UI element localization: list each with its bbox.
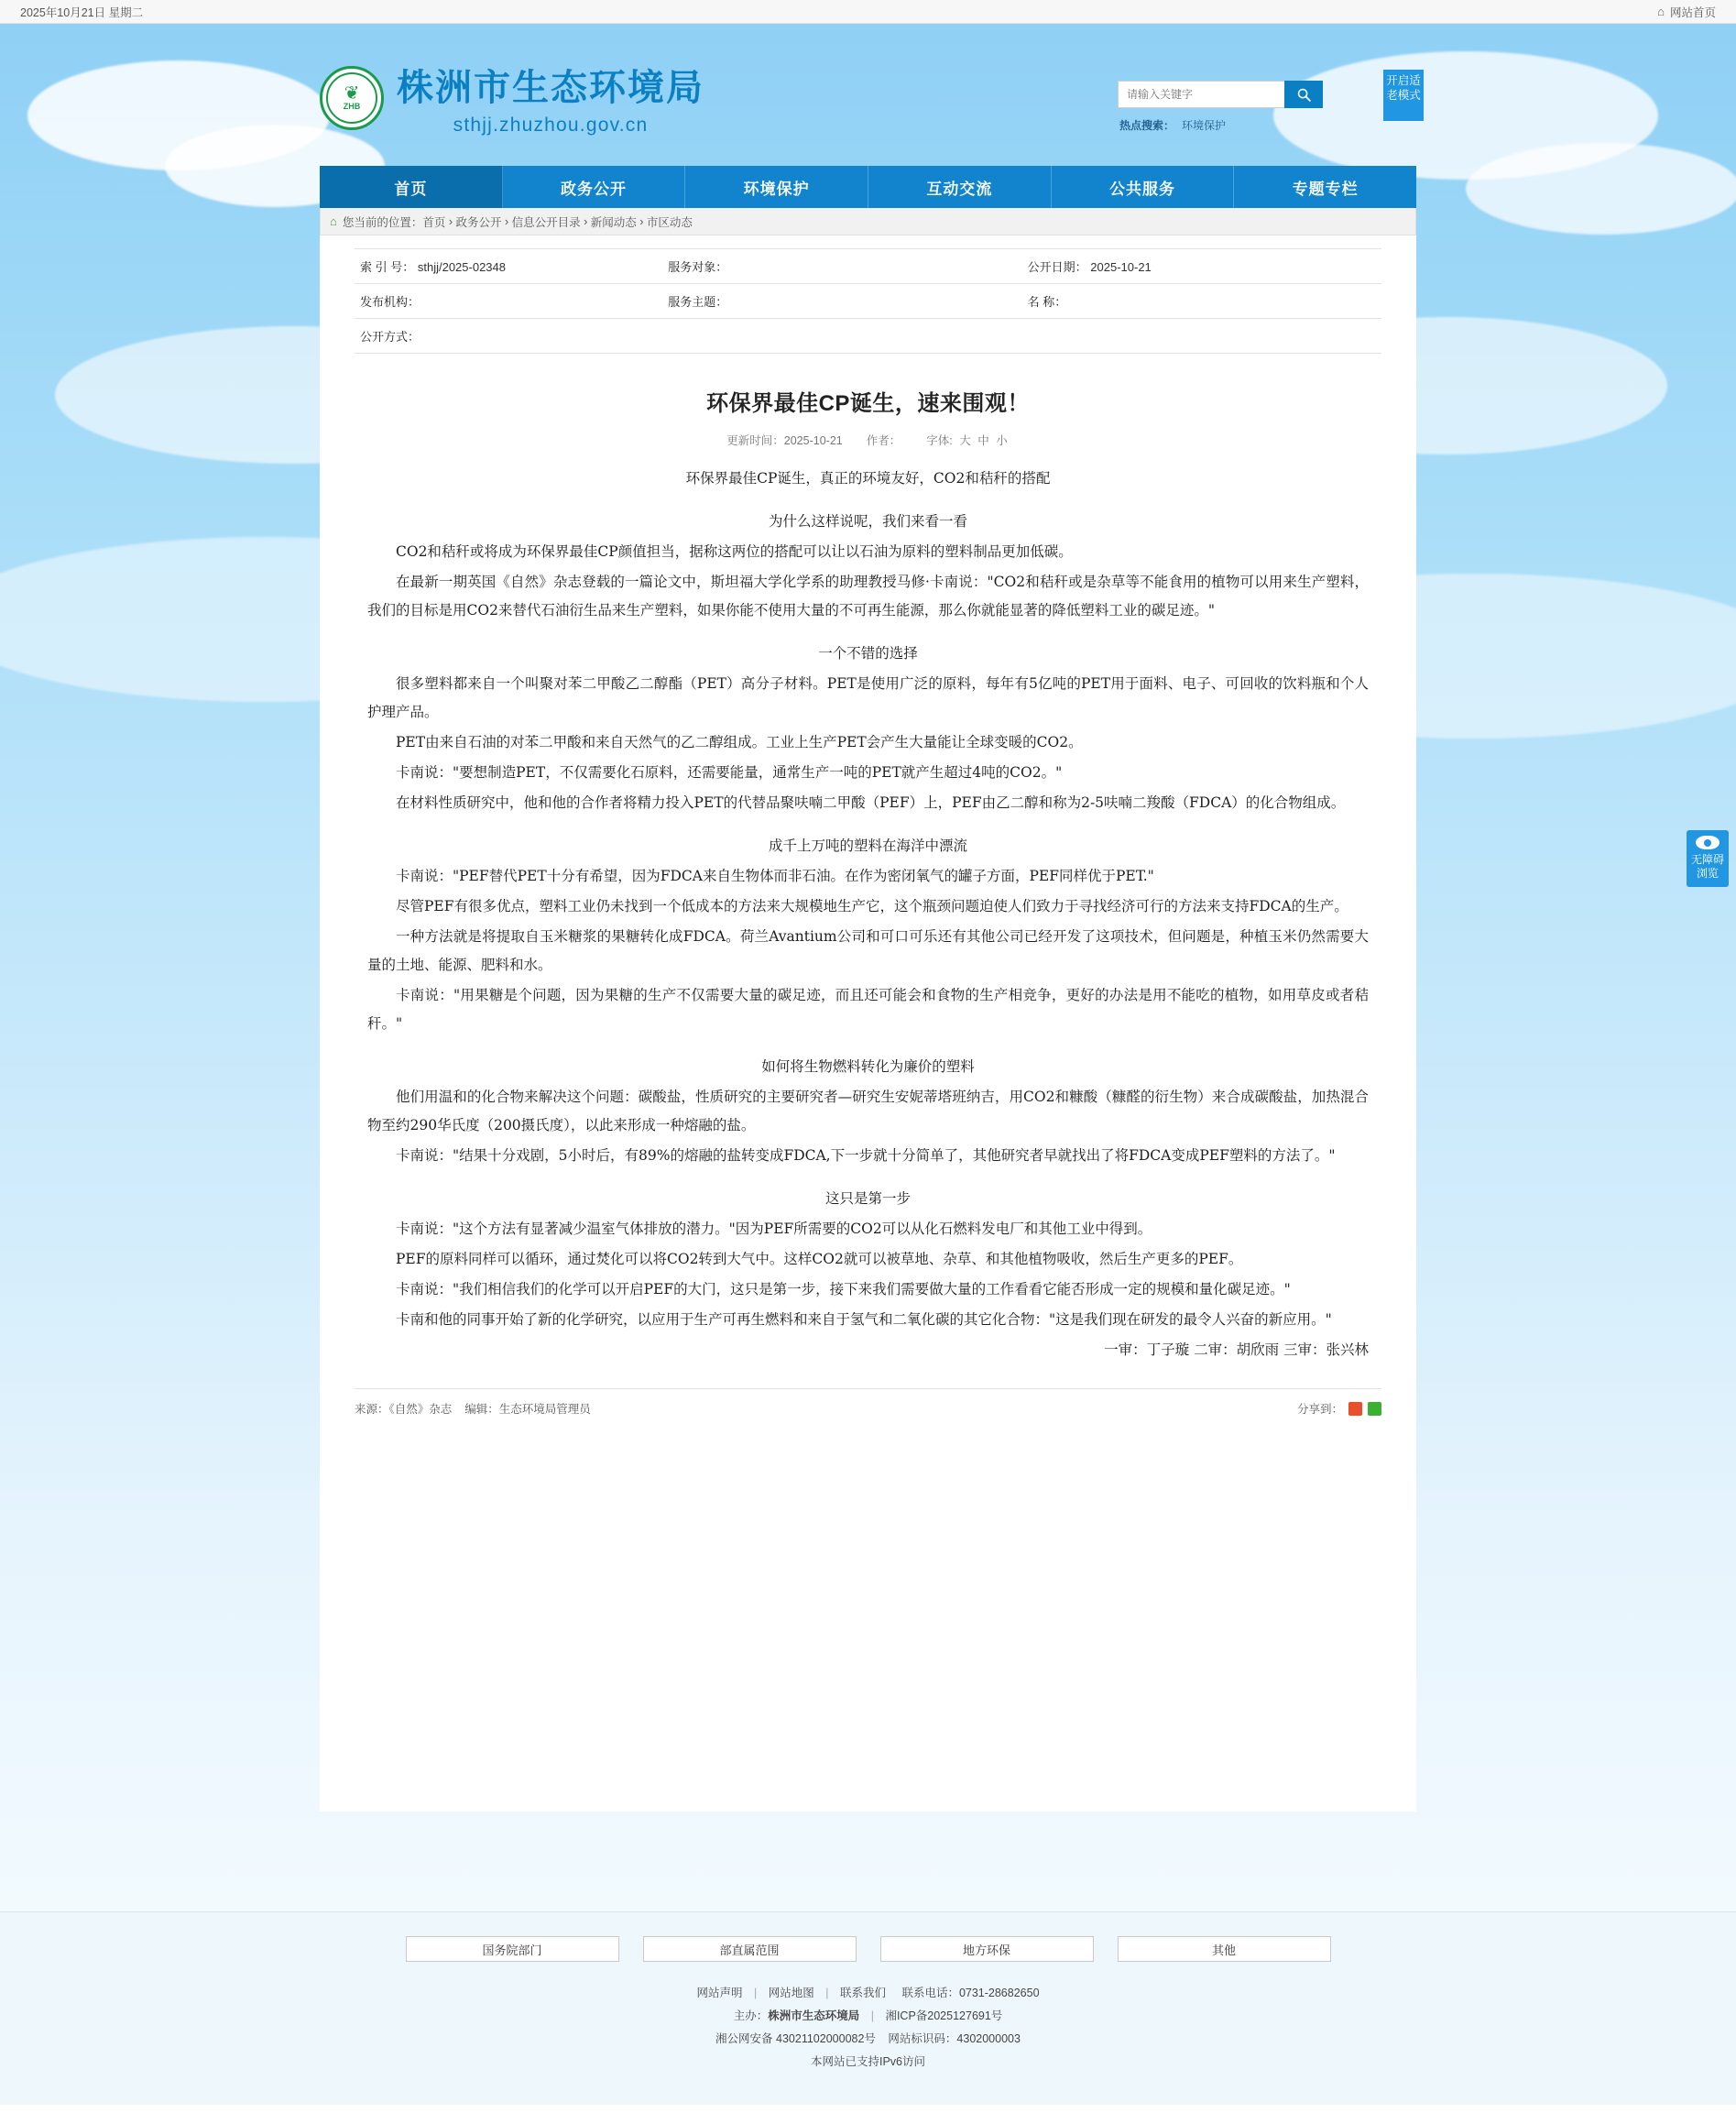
content-card [320,235,1416,1812]
breadcrumb-separator: › [445,214,456,228]
metadata-label-disclosure: 公开方式： [360,330,420,344]
metadata-cell-name [1022,284,1381,319]
article-paragraph: 卡南和他的同事开始了新的化学研究，以应用于生产可再生燃料和来自于氢气和二氧化碳的其它化合物："这是我们现在研发的最令人兴奋的新应用。" [396,1311,1332,1328]
site-header [307,24,1429,166]
update-time-value: 2025-10-21 [783,434,843,447]
metadata-section [320,235,1416,354]
breadcrumb-separator: › [501,214,512,228]
editor-value: 生态环境局管理员 [498,1403,591,1416]
table-row [355,249,1381,284]
share-label: 分享到： [1296,1403,1343,1416]
search-area [1118,81,1337,133]
home-link[interactable] [1657,4,1716,20]
footer-host-value: 株洲市生态环境局 [768,2009,860,2022]
page-title: 环保界最佳CP诞生，速来围观！ [706,391,1030,416]
aged-mode-button[interactable]: 开启适老模式 [1383,70,1424,121]
footer-host-label: 主办： [733,2009,769,2022]
nav-item-special-column[interactable]: 专题专栏 [1292,180,1359,198]
breadcrumb-item-4[interactable]: 市区动态 [646,215,693,229]
footer-police-record[interactable]: 湘公网安备 43021102000082号 [715,2032,876,2045]
footer-separator: | [825,1987,829,1999]
breadcrumb [320,208,1416,235]
friendly-links-row [406,1936,1331,1962]
nav-item-public-service[interactable]: 公共服务 [1052,166,1235,208]
home-link-label: 网站首页 [1669,5,1716,19]
update-time [726,432,842,448]
metadata-cell-disclosure [355,319,1381,354]
top-utility-bar [0,0,1736,24]
nav-item-government-affairs[interactable]: 政务公开 [503,166,686,208]
article-paragraph: 在最新一期英国《自然》杂志登载的一篇论文中，斯坦福大学化学系的助理教授马修·卡南说："CO2和秸秆或是杂草等不能食用的植物可以用来生产塑料，我们的目标是用CO2来替代石油衍生品来生产塑料，如果你能不使用大量的不可再生能源，那么你就能显著的降低塑料工业的碳足迹。" [367,574,1369,619]
eye-icon [1696,836,1720,849]
article-paragraph: 尽管PEF有很多优点，塑料工业仍未找到一个低成本的方法来大规模地生产它，这个瓶颈问题迫使人们致力于寻找经济可行的方法来支持FDCA的生产。 [396,898,1348,914]
author [867,432,901,448]
metadata-label-index: 索 引 号： [360,260,415,274]
table-row [355,284,1381,319]
metadata-label-publish-date: 公开日期： [1027,260,1087,274]
footer-phone: 联系电话：0731-28682650 [901,1987,1040,1999]
link-select-state-council[interactable]: 国务院部门 [406,1936,619,1962]
article-paragraph: 很多塑料都来自一个叫聚对苯二甲酸乙二醇酯（PET）高分子材料。PET是使用广泛的原料，每年有5亿吨的PET用于面料、电子、可回收的饮料瓶和个人护理产品。 [367,675,1369,720]
author-label: 作者： [866,434,901,447]
search-input[interactable] [1118,81,1284,108]
source-value: 《自然》杂志 [388,1403,453,1416]
wechat-share-icon[interactable] [1368,1402,1381,1416]
article-paragraph: 卡南说："用果糖是个问题，因为果糖的生产不仅需要大量的碳足迹，而且还可能会和食物的生产相竞争，更好的办法是用不能吃的植物，如用草皮或者秸秆。" [367,987,1369,1032]
article-body [320,465,1416,1364]
article-paragraph: 在材料性质研究中，他和他的合作者将精力投入PET的代替品聚呋喃二甲酸（PEF）上，PEF由乙二醇和称为2-5呋喃二羧酸（FDCA）的化合物组成。 [396,794,1346,811]
article-paragraph: CO2和秸秆或将成为环保界最佳CP颜值担当，据称这两位的搭配可以让以石油为原料的塑料制品更加低碳。 [396,543,1073,560]
metadata-cell-service-topic [662,284,1021,319]
breadcrumb-item-2[interactable]: 信息公开目录 [511,215,581,229]
article-paragraph: 卡南说："要想制造PET，不仅需要化石原料，还需要能量，通常生产一吨的PET就产生超过4吨的CO2。" [396,764,1063,781]
article-paragraph: 他们用温和的化合物来解决这个问题：碳酸盐，性质研究的主要研究者—研究生安妮蒂塔班纳吉，用CO2和糠酸（糠醛的衍生物）来合成碳酸盐，加热混合物至约290华氏度（200摄氏度），以此来形成一种熔融的盐。 [367,1089,1369,1133]
article-footer [355,1388,1381,1417]
metadata-value-publish-date: 2025-10-21 [1090,260,1152,274]
font-size-control [924,432,1009,448]
footer-link-statement[interactable]: 网站声明 [696,1987,743,1999]
accessibility-widget-label: 无障碍浏览 [1690,853,1724,880]
breadcrumb-prefix: 您当前的位置： [342,215,423,229]
article-subheading: 成千上万吨的塑料在海洋中漂流 [768,838,967,854]
hot-search-label: 热点搜索： [1119,119,1175,132]
breadcrumb-separator: › [580,214,591,228]
metadata-table [355,248,1381,354]
agency-emblem-icon: ❦ ZHB [320,66,384,130]
article-paragraph: 一种方法就是将提取自玉米糖浆的果糖转化成FDCA。荷兰Avantium公司和可口可乐还有其他公司已经开发了这项技术，但问题是，种植玉米仍然需要大量的土地、能源、肥料和水。 [367,928,1369,973]
font-size-small[interactable]: 小 [996,434,1008,447]
article-paragraph: 卡南说："我们相信我们的化学可以开启PEF的大门，这只是第一步，接下来我们需要做大量的工作看看它能否形成一定的规模和量化碳足迹。" [396,1281,1291,1297]
font-size-medium[interactable]: 中 [977,434,989,447]
search-icon [1296,87,1312,103]
nav-item-interaction[interactable]: 互动交流 [868,166,1052,208]
table-row [355,319,1381,354]
article-reviewers: 一审：丁子璇 二审：胡欣雨 三审：张兴林 [1104,1341,1369,1358]
site-footer [0,1911,1736,2105]
source-label: 来源： [355,1403,389,1416]
accessibility-widget[interactable] [1687,830,1729,887]
footer-sitecode-value: 4302000003 [956,2032,1021,2045]
update-time-label: 更新时间： [726,434,784,447]
footer-row-links [0,1982,1736,2005]
article-paragraph: 卡南说："结果十分戏剧，5小时后，有89%的熔融的盐转变成FDCA,下一步就十分简单了，其他研究者早就找出了将FDCA变成PEF塑料的方法了。" [396,1147,1336,1164]
footer-row-host [0,2005,1736,2028]
editor-label: 编辑： [464,1403,499,1416]
metadata-cell-publish-date [1022,249,1381,284]
footer-icp[interactable]: 湘ICP备2025127691号 [885,2009,1003,2022]
metadata-label-name: 名 称： [1027,295,1067,309]
house-icon: ⌂ [330,214,337,228]
site-title: 株洲市生态环境局 [397,67,704,109]
metadata-label-org: 发布机构： [360,295,420,309]
home-icon: ⌂ [1657,5,1665,18]
article-subheading: 为什么这样说呢，我们来看一看 [768,513,967,530]
search-button[interactable] [1284,81,1323,108]
article-paragraph: 卡南说："PEF替代PET十分有希望，因为FDCA来自生物体而非石油。在作为密闭氧气的罐子方面，PEF同样优于PET." [396,868,1154,884]
article-subheading: 一个不错的选择 [818,645,918,662]
article-subheading: 这只是第一步 [824,1190,911,1207]
hot-search-keyword[interactable]: 环境保护 [1182,119,1227,132]
metadata-cell-service-object [662,249,1021,284]
metadata-cell-org [355,284,662,319]
breadcrumb-item-1[interactable]: 政务公开 [455,215,502,229]
nav-item-environment-protection[interactable]: 环境保护 [685,166,868,208]
metadata-value-index: sthjj/2025-02348 [417,260,506,274]
font-size-large[interactable]: 大 [959,434,971,447]
footer-sitecode-label: 网站标识码： [888,2032,957,2045]
site-domain: sthjj.zhuzhou.gov.cn [453,115,649,136]
footer-row-ipv6: 本网站已支持IPv6访问 [810,2055,925,2068]
weibo-share-icon[interactable] [1348,1402,1362,1416]
footer-row-police [0,2028,1736,2051]
breadcrumb-item-0[interactable]: 首页 [422,215,446,229]
article-paragraph: 卡南说："这个方法有显著减少温室气体排放的潜力。"因为PEF所需要的CO2可以从化石燃料发电厂和其他工业中得到。 [396,1221,1152,1237]
link-select-local-environment[interactable]: 地方环保 [880,1936,1094,1962]
article-subheading: 如何将生物燃料转化为廉价的塑料 [761,1058,975,1075]
site-logo[interactable] [320,59,704,137]
footer-info [0,1982,1736,2074]
font-size-label: 字体: [926,434,953,447]
hot-search [1118,117,1337,133]
page-background [0,24,1736,1911]
footer-separator: | [870,2009,874,2022]
article-paragraph: PET由来自石油的对苯二甲酸和来自天然气的乙二醇组成。工业上生产PET会产生大量能让全球变暖的CO2。 [396,734,1083,750]
metadata-label-service-topic: 服务主题： [668,295,728,309]
footer-link-sitemap[interactable]: 网站地图 [768,1987,814,1999]
article-paragraph: 环保界最佳CP诞生，真正的环境友好，CO2和秸秆的搭配 [685,470,1051,487]
link-select-others[interactable]: 其他 [1118,1936,1331,1962]
footer-link-contact[interactable]: 联系我们 [839,1987,886,1999]
main-navigation [320,166,1416,208]
breadcrumb-separator: › [636,214,647,228]
article-subinfo [320,432,1416,448]
article-source-editor [355,1400,591,1417]
metadata-label-service-object: 服务对象： [668,260,728,274]
page-shell [307,24,1429,1812]
footer-separator: | [753,1987,758,1999]
cloud-decoration [1466,143,1736,235]
current-date: 2025年10月21日 星期二 [20,5,144,19]
article-paragraph: PEF的原料同样可以循环，通过焚化可以将CO2转到大气中。这样CO2就可以被草地、杂草、和其他植物吸收，然后生产更多的PEF。 [396,1251,1243,1267]
nav-item-home[interactable]: 首页 [320,166,503,208]
metadata-cell-index [355,249,662,284]
link-select-ministry-affiliates[interactable]: 部直属范围 [643,1936,857,1962]
emblem-text: ZHB [343,101,361,111]
share-bar [1297,1400,1381,1417]
breadcrumb-item-3[interactable]: 新闻动态 [590,215,637,229]
